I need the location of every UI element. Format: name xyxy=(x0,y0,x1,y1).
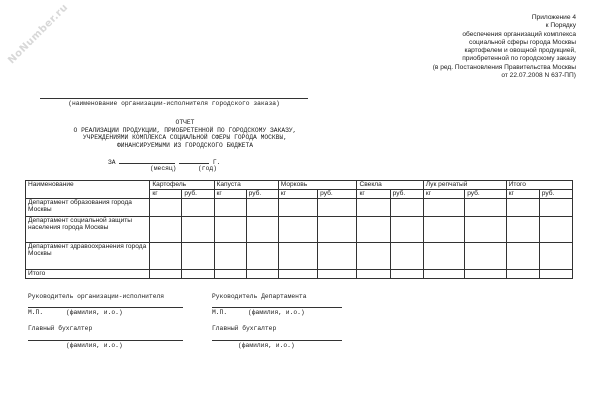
data-cell[interactable] xyxy=(278,217,317,243)
data-cell[interactable] xyxy=(318,243,357,270)
appendix-line: картофелем и овощной продукцией, xyxy=(464,47,576,55)
data-cell[interactable] xyxy=(246,243,278,270)
data-cell[interactable] xyxy=(278,243,317,270)
table-row xyxy=(26,243,573,270)
table-header-row xyxy=(26,181,573,190)
data-cell[interactable] xyxy=(423,270,464,279)
data-cell[interactable] xyxy=(214,199,246,217)
data-cell[interactable] xyxy=(318,270,357,279)
title-line: ФИНАНСИРУЕМЫМИ ИЗ ГОРОДСКОГО БЮДЖЕТА xyxy=(116,141,254,149)
title-line: О РЕАЛИЗАЦИИ ПРОДУКЦИИ, ПРИОБРЕТЕННОЙ ПО ГОРОДСКОМУ ЗАКАЗУ, xyxy=(73,126,297,134)
data-cell[interactable] xyxy=(150,270,182,279)
head-executor-signature-line[interactable] xyxy=(28,307,183,308)
data-cell[interactable] xyxy=(390,199,423,217)
data-cell[interactable] xyxy=(214,243,246,270)
chief-accountant-label: Главный бухгалтер xyxy=(28,325,93,332)
year-field[interactable] xyxy=(179,157,209,164)
data-cell[interactable] xyxy=(465,270,506,279)
data-cell[interactable] xyxy=(539,217,572,243)
name-caption: (фамилия, и.о.) xyxy=(248,309,305,316)
title-line: ОТЧЕТ xyxy=(175,119,195,126)
data-cell[interactable] xyxy=(182,243,214,270)
data-cell[interactable] xyxy=(357,243,390,270)
report-table xyxy=(25,180,573,279)
org-name-field-line[interactable] xyxy=(40,98,308,99)
appendix-line: обеспечения организаций комплекса xyxy=(462,30,576,38)
appendix-line: приобретенной по городскому заказу xyxy=(462,55,576,63)
data-cell[interactable] xyxy=(539,199,572,217)
data-cell[interactable] xyxy=(423,199,464,217)
data-cell[interactable] xyxy=(390,217,423,243)
unit-rub: руб. xyxy=(246,190,278,199)
data-cell[interactable] xyxy=(278,270,317,279)
product-header: Морковь xyxy=(278,181,357,190)
data-cell[interactable] xyxy=(150,243,182,270)
unit-rub: руб. xyxy=(539,190,572,199)
unit-kg: кг xyxy=(357,190,390,199)
name-caption: (фамилия, и.о.) xyxy=(66,342,123,349)
data-cell[interactable] xyxy=(506,243,539,270)
data-cell[interactable] xyxy=(182,199,214,217)
name-header: Наименование xyxy=(26,181,150,199)
data-cell[interactable] xyxy=(246,270,278,279)
data-cell[interactable] xyxy=(423,243,464,270)
unit-rub: руб. xyxy=(182,190,214,199)
table-total-row xyxy=(26,270,573,279)
chief-accountant-signature-line[interactable] xyxy=(212,340,342,341)
data-cell[interactable] xyxy=(506,270,539,279)
unit-rub: руб. xyxy=(318,190,357,199)
period-prefix: ЗА xyxy=(108,159,116,166)
appendix-line: к Порядку xyxy=(545,22,576,30)
data-cell[interactable] xyxy=(182,270,214,279)
appendix-line: от 22.07.2008 N 637-ПП) xyxy=(501,72,576,80)
appendix-header xyxy=(336,14,576,80)
row-label: Департамент социальной защиты населения города Москвы xyxy=(26,217,150,243)
head-department-label: Руководитель Департамента xyxy=(212,293,307,300)
data-cell[interactable] xyxy=(506,199,539,217)
data-cell[interactable] xyxy=(465,199,506,217)
unit-kg: кг xyxy=(506,190,539,199)
data-cell[interactable] xyxy=(246,217,278,243)
data-cell[interactable] xyxy=(278,199,317,217)
table-row xyxy=(26,199,573,217)
report-title xyxy=(40,119,330,149)
data-cell[interactable] xyxy=(390,243,423,270)
row-label: Департамент здравоохранения города Москвы xyxy=(26,243,150,270)
product-header: Итого xyxy=(506,181,572,190)
data-cell[interactable] xyxy=(318,199,357,217)
data-cell[interactable] xyxy=(423,217,464,243)
name-caption: (фамилия, и.о.) xyxy=(66,309,123,316)
data-cell[interactable] xyxy=(390,270,423,279)
unit-kg: кг xyxy=(214,190,246,199)
appendix-line: (в ред. Постановления Правительства Москвы xyxy=(432,63,576,71)
year-caption: (год) xyxy=(198,165,217,172)
data-cell[interactable] xyxy=(214,217,246,243)
unit-kg: кг xyxy=(150,190,182,199)
data-cell[interactable] xyxy=(246,199,278,217)
table-row xyxy=(26,217,573,243)
data-cell[interactable] xyxy=(357,217,390,243)
month-field[interactable] xyxy=(119,157,175,164)
org-name-caption: (наименование организации-исполнителя городского заказа) xyxy=(68,100,280,107)
unit-rub: руб. xyxy=(465,190,506,199)
unit-kg: кг xyxy=(423,190,464,199)
month-caption: (месяц) xyxy=(150,165,177,172)
unit-kg: кг xyxy=(278,190,317,199)
head-department-signature-line[interactable] xyxy=(212,307,342,308)
data-cell[interactable] xyxy=(465,217,506,243)
head-executor-label: Руководитель организации-исполнителя xyxy=(28,293,165,300)
data-cell[interactable] xyxy=(182,217,214,243)
data-cell[interactable] xyxy=(357,270,390,279)
title-line: УЧРЕЖДЕНИЯМИ КОМПЛЕКСА СОЦИАЛЬНОЙ СФЕРЫ ГОРОДА МОСКВЫ, xyxy=(82,134,288,142)
data-cell[interactable] xyxy=(318,217,357,243)
stamp-label: М.П. xyxy=(212,309,228,316)
data-cell[interactable] xyxy=(214,270,246,279)
stamp-label: М.П. xyxy=(28,309,44,316)
unit-rub: руб. xyxy=(390,190,423,199)
data-cell[interactable] xyxy=(539,243,572,270)
data-cell[interactable] xyxy=(539,270,572,279)
data-cell[interactable] xyxy=(150,217,182,243)
period-suffix: Г. xyxy=(212,159,221,166)
data-cell[interactable] xyxy=(506,217,539,243)
data-cell[interactable] xyxy=(465,243,506,270)
product-header: Свекла xyxy=(357,181,423,190)
row-label: Итого xyxy=(26,270,150,279)
watermark: NoNumber.ru xyxy=(6,1,71,67)
appendix-line: социальной сферы города Москвы xyxy=(468,38,576,46)
data-cell[interactable] xyxy=(357,199,390,217)
chief-accountant-label: Главный бухгалтер xyxy=(212,325,277,332)
data-cell[interactable] xyxy=(150,199,182,217)
row-label: Департамент образования города Москвы xyxy=(26,199,150,217)
period-caption xyxy=(150,165,217,172)
chief-accountant-signature-line[interactable] xyxy=(28,340,183,341)
product-header: Картофель xyxy=(150,181,214,190)
appendix-line: Приложение 4 xyxy=(531,14,576,21)
product-header: Лук репчатый xyxy=(423,181,506,190)
name-caption: (фамилия, и.о.) xyxy=(238,342,295,349)
product-header: Капуста xyxy=(214,181,278,190)
